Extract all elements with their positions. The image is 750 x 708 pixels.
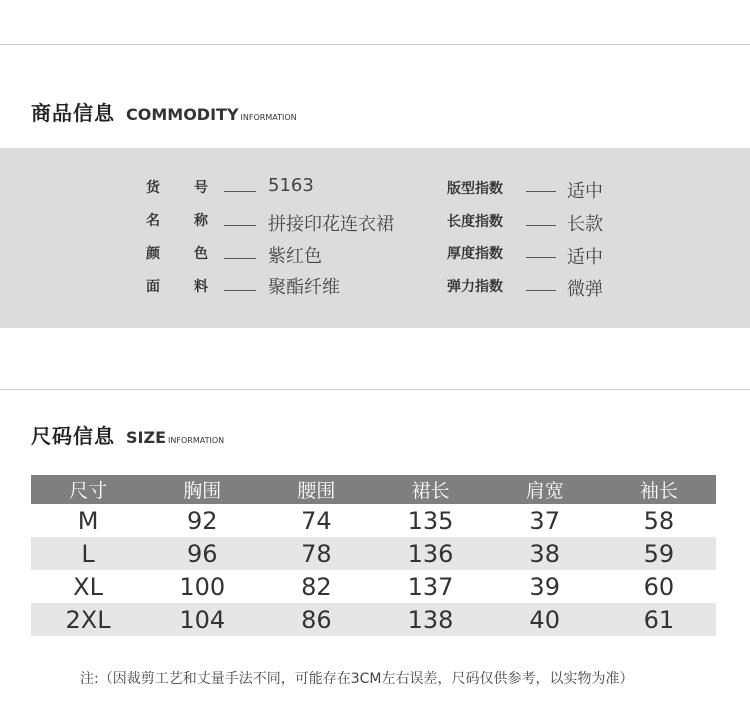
label-char: 颜	[146, 246, 160, 262]
cell-size: 2XL	[31, 603, 145, 636]
table-row	[31, 603, 716, 636]
cell-bust: 92	[186, 506, 218, 535]
elasticity-index-value: 微弹	[567, 279, 603, 300]
leader-dash	[526, 225, 556, 226]
cell-waist: 86	[259, 603, 373, 636]
size-title-cn: 尺码信息	[31, 424, 115, 448]
length-index-label: 长度指数	[447, 214, 503, 230]
cell-sleeve: 59	[602, 537, 716, 570]
leader-dash	[224, 191, 256, 192]
cell-shoulder: 40	[488, 603, 602, 636]
length-index-value: 长款	[567, 214, 603, 235]
cell-dress-length: 137	[407, 572, 454, 601]
elasticity-index-label: 弹力指数	[447, 279, 503, 295]
cell-bust: 96	[145, 537, 259, 570]
commodity-title-sub: INFORMATION	[240, 113, 297, 122]
cell-dress-length: 138	[373, 603, 487, 636]
leader-dash	[224, 258, 256, 259]
label-char: 称	[194, 213, 208, 229]
leader-dash	[224, 225, 256, 226]
cell-size: M	[77, 506, 99, 535]
cell-sleeve: 61	[602, 603, 716, 636]
header-bust: 胸围	[145, 475, 259, 504]
commodity-title-en: COMMODITY	[126, 105, 239, 124]
name-value: 拼接印花连衣裙	[268, 214, 394, 235]
cell-dress-length: 135	[407, 506, 454, 535]
fabric-value: 聚酯纤维	[268, 277, 340, 298]
thickness-index-value: 适中	[567, 247, 603, 268]
header-size: 尺寸	[31, 475, 145, 504]
cell-waist: 82	[301, 572, 332, 601]
label-char: 料	[194, 279, 208, 295]
thickness-index-label: 厚度指数	[447, 246, 503, 262]
size-disclaimer-note: 注:（因裁剪工艺和丈量手法不同，可能存在3CM左右误差，尺码仅供参考，以实物为准）	[80, 671, 634, 687]
header-waist: 腰围	[259, 475, 373, 504]
table-row	[31, 537, 716, 570]
commodity-title-cn: 商品信息	[31, 101, 115, 125]
size-title-sub: INFORMATION	[168, 436, 225, 445]
middle-divider	[0, 389, 750, 390]
fit-index-label: 版型指数	[447, 181, 503, 197]
size-table-header-row	[31, 475, 716, 504]
leader-dash	[526, 290, 556, 291]
header-dress-length: 裙长	[373, 475, 487, 504]
header-sleeve: 袖长	[602, 475, 716, 504]
cell-bust: 100	[179, 572, 226, 601]
color-value: 紫红色	[268, 246, 322, 267]
cell-dress-length: 136	[373, 537, 487, 570]
top-divider	[0, 44, 750, 45]
cell-shoulder: 39	[529, 572, 560, 601]
leader-dash	[526, 257, 556, 258]
label-char: 货	[146, 180, 160, 196]
cell-waist: 78	[259, 537, 373, 570]
cell-waist: 74	[301, 506, 332, 535]
label-char: 面	[146, 279, 160, 295]
leader-dash	[526, 191, 556, 192]
size-title-en: SIZE	[126, 428, 167, 447]
label-char: 名	[146, 213, 160, 229]
table-row	[31, 504, 716, 537]
item-number-value: 5163	[268, 175, 314, 196]
cell-bust: 104	[145, 603, 259, 636]
header-shoulder: 肩宽	[488, 475, 602, 504]
cell-size: XL	[73, 572, 103, 601]
cell-shoulder: 37	[529, 506, 560, 535]
label-char: 号	[194, 180, 208, 196]
label-char: 色	[194, 246, 208, 262]
cell-shoulder: 38	[488, 537, 602, 570]
commodity-info-band	[0, 148, 750, 328]
commodity-section-title	[31, 97, 297, 126]
table-row	[31, 570, 716, 603]
size-section-title	[31, 420, 224, 449]
cell-sleeve: 58	[643, 506, 675, 535]
cell-sleeve: 60	[643, 572, 675, 601]
leader-dash	[224, 290, 256, 291]
size-table	[31, 475, 716, 636]
fit-index-value: 适中	[567, 181, 603, 202]
cell-size: L	[31, 537, 145, 570]
